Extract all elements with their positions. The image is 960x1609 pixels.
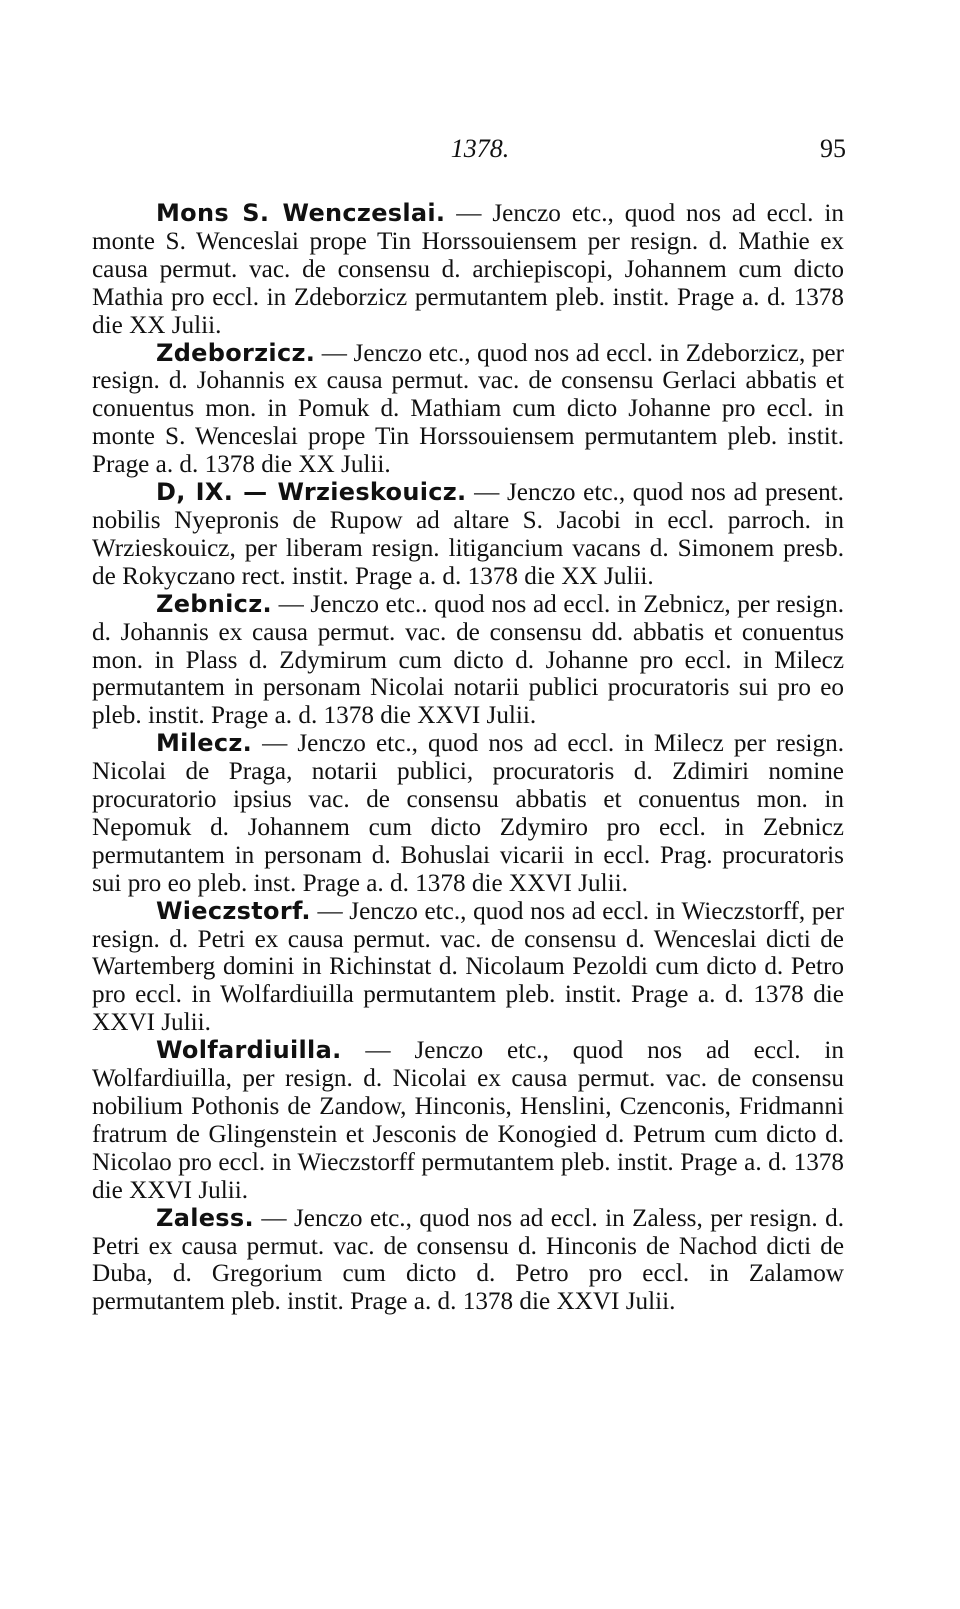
entry-milecz (92, 730, 844, 897)
entry-heading: Milecz. (156, 729, 253, 758)
entry-text: — Jenczo etc., quod nos ad eccl. in Zaless, per resign. d. Petri ex causa permut. vac. de consensu d. Hinconis de Nachod dicti de Duba, d. Gregorium cum dicto d. Petro pro eccl. in Zalamow permutantem pleb. instit. Prage a. d. 1378 die XXVI Julii. (92, 1204, 844, 1316)
entry-text: — Jenczo etc., quod nos ad eccl. in Zdeborzicz, per resign. d. Johannis ex causa permut. vac. de consensu Gerlaci abbatis et conuentus mon. in Pomuk d. Mathiam cum dicto Johanne pro eccl. in monte S. Wenceslai prope Tin Horssouiensem permutantem pleb. instit. Prage a. d. 1378 die XX Julii. (92, 339, 844, 479)
entry-zaless (92, 1205, 844, 1317)
entry-zdeborzicz (92, 340, 844, 480)
entry-heading: D, IX. — Wrzieskouicz. (156, 478, 467, 507)
entry-text: — Jenczo etc.. quod nos ad eccl. in Zebnicz, per resign. d. Johannis ex causa permut. vac. de consensu dd. abbatis et conuentus mon. in Plass d. Zdymirum cum dicto d. Johanne pro eccl. in Milecz permutantem in personam Nicolai notarii publici procuratoris sui pro eo pleb. instit. Prage a. d. 1378 die XXVI Julii. (92, 590, 844, 730)
entry-mons-s-wenczeslai (92, 200, 844, 340)
entry-wolfardiuilla (92, 1037, 844, 1204)
entry-text: — Jenczo etc., quod nos ad eccl. in Wolfardiuilla, per resign. d. Nicolai ex causa permut. vac. de consensu nobilium Pothonis de Zandow, Hinconis, Henslini, Czenconis, Fridmanni fratrum de Glingenstein et Jesconis de Konogied d. Petrum cum dicto d. Nicolao pro eccl. in Wieczstorff permutantem pleb. instit. Prage a. d. 1378 die XXVI Julii. (92, 1037, 844, 1204)
page-number: 95 (820, 134, 846, 163)
entry-text: — Jenczo etc., quod nos ad eccl. in Wieczstorff, per resign. d. Petri ex causa permut. vac. de consensu d. Wenceslai dicti de Wartemberg domini in Richinstat d. Nicolaum Pezoldi cum dicto d. Petro pro eccl. in Wolfardiuilla permutantem pleb. instit. Prage a. d. 1378 die XXVI Julii. (92, 897, 844, 1037)
entry-zebnicz (92, 591, 844, 731)
entry-heading: Zebnicz. (156, 589, 272, 618)
entry-text: — Jenczo etc., quod nos ad eccl. in Milecz per resign. Nicolai de Praga, notarii publici, procuratoris d. Zdimiri nomine procuratorio ipsius vac. de consensu abbatis et conuentus mon. in Nepomuk d. Johannem cum dicto Zdymiro pro eccl. in Zebnicz permutantem in personam d. Bohuslai vicarii in eccl. Prag. procuratoris sui pro eo pleb. inst. Prage a. d. 1378 die XXVI Julii. (92, 730, 844, 897)
entry-heading: Wieczstorf. (156, 896, 311, 925)
entry-heading: Mons S. Wenczeslai. (156, 199, 446, 227)
entry-heading: Wolfardiuilla. (156, 1036, 342, 1065)
entry-text: — Jenczo etc., quod nos ad present. nobilis Nyepronis de Rupow ad altare S. Jacobi in eccl. parroch. in Wrzieskouicz, per liberam resign. litigancium vacans d. Simonem presb. de Rokyczano rect. instit. Prage a. d. 1378 die XX Julii. (92, 479, 844, 590)
entry-wieczstorf (92, 898, 844, 1038)
running-head (0, 132, 960, 166)
running-head-year: 1378. (450, 134, 510, 163)
entry-wrzieskouicz (92, 479, 844, 591)
body-text (92, 200, 844, 1316)
entry-heading: Zaless. (156, 1203, 254, 1232)
entry-heading: Zdeborzicz. (156, 338, 316, 367)
entry-text: — Jenczo etc., quod nos ad eccl. in monte S. Wenceslai prope Tin Horssouiensem per resign. d. Mathie ex causa permut. vac. de consensu d. archiepiscopi, Johannem cum dicto Mathia pro eccl. in Zdeborzicz permutantem pleb. instit. Prage a. d. 1378 die XX Julii. (92, 200, 844, 339)
